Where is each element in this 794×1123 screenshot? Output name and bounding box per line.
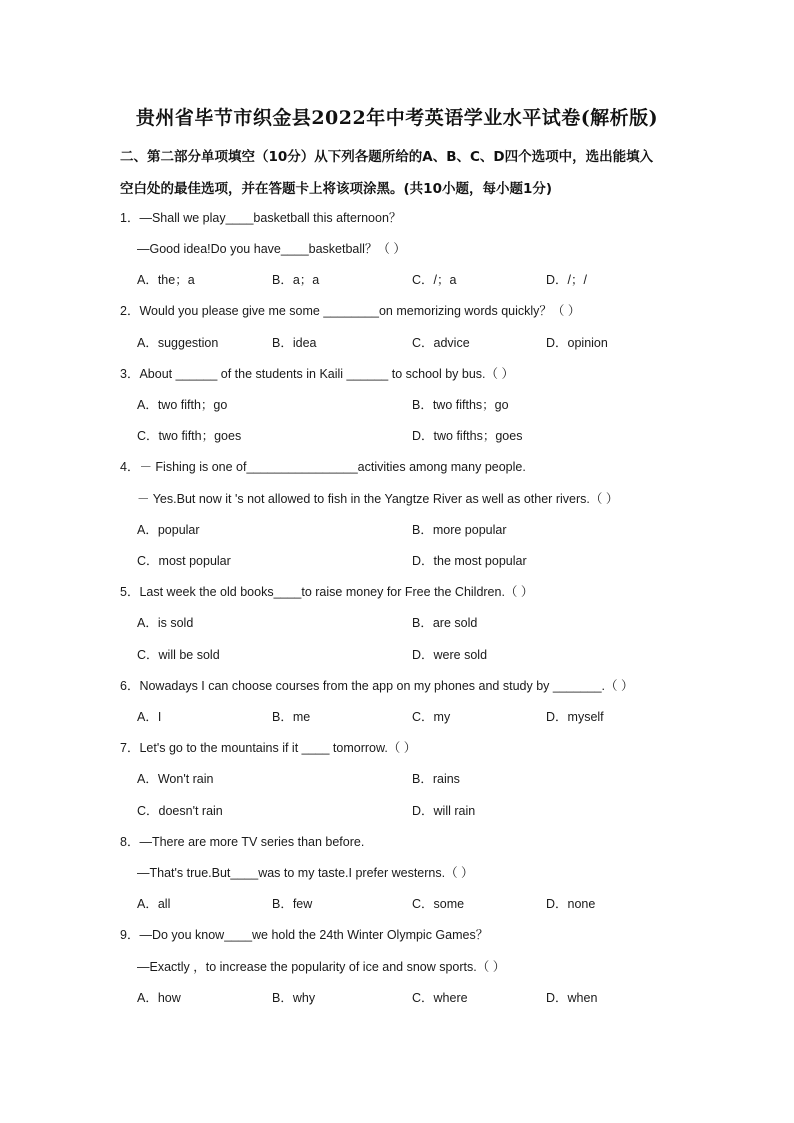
question-1-option-d[interactable]: D．/；/: [546, 273, 587, 287]
question-2-option-c[interactable]: C．advice: [412, 336, 470, 350]
question-7-option-c[interactable]: C．doesn't rain: [137, 804, 223, 818]
question-2-stem: 2．Would you please give me some ________on memorizing words quickly？（ ）: [120, 304, 581, 318]
question-6-option-a[interactable]: A．I: [137, 710, 162, 724]
question-2-option-b[interactable]: B．idea: [272, 336, 317, 350]
question-3-option-d[interactable]: D．two fifths；goes: [412, 429, 523, 443]
question-2-option-d[interactable]: D．opinion: [546, 336, 608, 350]
question-9-option-b[interactable]: B．why: [272, 991, 316, 1005]
question-8-option-a[interactable]: A．all: [137, 897, 171, 911]
question-9-response: —Exactly ，to increase the popularity of ice and snow sports.（ ）: [137, 960, 506, 974]
question-4-option-d[interactable]: D．the most popular: [412, 554, 527, 568]
question-7-option-a[interactable]: A．Won't rain: [137, 772, 214, 786]
question-2-option-a[interactable]: A．suggestion: [137, 336, 219, 350]
question-6-option-d[interactable]: D．myself: [546, 710, 604, 724]
question-5-option-a[interactable]: A．is sold: [137, 616, 194, 630]
page-title: 贵州省毕节市织金县2022年中考英语学业水平试卷(解析版): [135, 107, 659, 129]
question-3-option-c[interactable]: C．two fifth；goes: [137, 429, 242, 443]
question-9-option-d[interactable]: D．when: [546, 991, 598, 1005]
question-7-option-b[interactable]: B．rains: [412, 772, 460, 786]
question-1-stem: 1．—Shall we play____basketball this afternoon？: [120, 211, 402, 225]
question-4-stem: 4．－ Fishing is one of________________activities among many people.: [120, 460, 526, 474]
question-8-stem: 8．—There are more TV series than before.: [120, 835, 365, 849]
question-3-option-a[interactable]: A．two fifth；go: [137, 398, 228, 412]
question-9-option-a[interactable]: A．how: [137, 991, 181, 1005]
question-3-option-b[interactable]: B．two fifths；go: [412, 398, 509, 412]
question-8-option-b[interactable]: B．few: [272, 897, 313, 911]
question-4-option-a[interactable]: A．popular: [137, 523, 200, 537]
question-1-option-c[interactable]: C．/；a: [412, 273, 457, 287]
question-9-option-c[interactable]: C．where: [412, 991, 468, 1005]
question-6-option-b[interactable]: B．me: [272, 710, 311, 724]
question-9-stem: 9．—Do you know____we hold the 24th Winter Olympic Games？: [120, 928, 489, 942]
question-4-option-c[interactable]: C．most popular: [137, 554, 231, 568]
question-4-option-b[interactable]: B．more popular: [412, 523, 507, 537]
question-8-response: —That's true.But____was to my taste.I prefer westerns.（ ）: [137, 866, 474, 880]
question-6-stem: 6．Nowadays I can choose courses from the app on my phones and study by _______.（ ）: [120, 679, 634, 693]
question-5-option-b[interactable]: B．are sold: [412, 616, 478, 630]
section-instructions-line-1: 二、第二部分单项填空（10分）从下列各题所给的A、B、C、D四个选项中，选出能填入: [120, 149, 654, 165]
section-instructions-line-2: 空白处的最佳选项，并在答题卡上将该项涂黑。(共10小题，每小题1分): [120, 181, 553, 197]
question-7-stem: 7．Let's go to the mountains if it ____ tomorrow.（ ）: [120, 741, 417, 755]
question-7-option-d[interactable]: D．will rain: [412, 804, 476, 818]
question-5-option-d[interactable]: D．were sold: [412, 648, 488, 662]
question-5-stem: 5．Last week the old books____to raise money for Free the Children.（ ）: [120, 585, 534, 599]
question-8-option-c[interactable]: C．some: [412, 897, 465, 911]
question-3-stem: 3．About ______ of the students in Kaili ______ to school by bus.（ ）: [120, 367, 515, 381]
question-1-option-b[interactable]: B．a；a: [272, 273, 320, 287]
question-1-option-a[interactable]: A．the；a: [137, 273, 195, 287]
question-8-option-d[interactable]: D．none: [546, 897, 596, 911]
question-5-option-c[interactable]: C．will be sold: [137, 648, 220, 662]
question-1-response: —Good idea!Do you have____basketball？（ ）: [137, 242, 406, 256]
question-6-option-c[interactable]: C．my: [412, 710, 451, 724]
question-4-response: － Yes.But now it 's not allowed to fish in the Yangtze River as well as other rivers.（ ）: [137, 492, 619, 506]
